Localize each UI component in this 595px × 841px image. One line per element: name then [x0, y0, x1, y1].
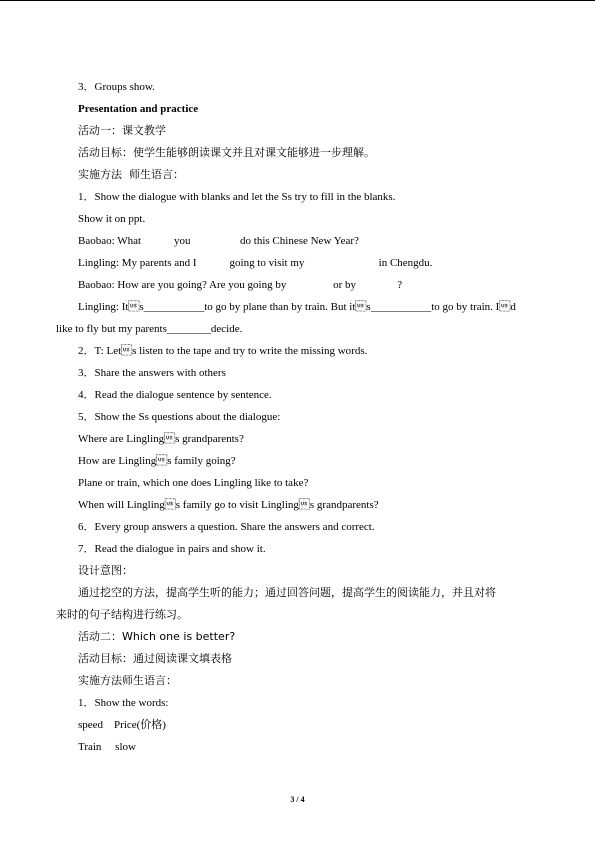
step-group-answers: 6．Every group answers a question. Share the answers and correct. [78, 521, 375, 533]
activity-one-title: 活动一：课文教学 [78, 124, 166, 137]
question-2: How are Lingling s family going? [78, 455, 236, 467]
design-intent-text-cont: 来时的句子结构进行练习。 [56, 608, 188, 621]
step-groups-show: 3．Groups show. [78, 81, 155, 93]
step-show-questions: 5．Show the Ss questions about the dialogue: [78, 411, 281, 423]
activity-one-method: 实施方法 师生语言： [78, 168, 184, 181]
activity-two-title: 活动二：Which one is better? [78, 630, 236, 643]
dialogue-line-lingling-2: Lingling: It s___________to go by plane than by train. But it s___________to go by train. I d [78, 301, 516, 313]
dialogue-line-baobao-1: Baobao: What you do this Chinese New Year? [78, 235, 359, 247]
show-on-ppt: Show it on ppt. [78, 213, 146, 225]
step-show-words: 1．Show the words: [78, 697, 169, 709]
step-listen-tape: 2．T: Let s listen to the tape and try to write the missing words. [78, 345, 368, 357]
dialogue-line-lingling-2-cont: like to fly but my parents________decide. [56, 323, 243, 335]
dialogue-line-baobao-2: Baobao: How are you going? Are you going by or by ? [78, 279, 403, 291]
step-read-in-pairs: 7．Read the dialogue in pairs and show it. [78, 543, 266, 555]
section-heading-presentation: Presentation and practice [78, 103, 199, 115]
question-1: Where are Lingling s grandparents? [78, 433, 244, 445]
step-share-answers: 3．Share the answers with others [78, 367, 226, 379]
dialogue-line-lingling-1: Lingling: My parents and I going to visit my in Chengdu. [78, 257, 433, 269]
question-4: When will Lingling s family go to visit Lingling s grandparents? [78, 499, 379, 511]
page-number: 3 / 4 [290, 795, 305, 804]
step-show-dialogue: 1．Show the dialogue with blanks and let the Ss try to fill in the blanks. [78, 191, 396, 203]
question-3: Plane or train, which one does Lingling like to take? [78, 477, 309, 489]
step-read-dialogue: 4．Read the dialogue sentence by sentence. [78, 389, 272, 401]
words-train-row: Train slow [78, 741, 136, 753]
page-top-rule [0, 0, 595, 1]
design-intent-label: 设计意图： [78, 564, 133, 577]
words-header-row: speed Price(价格) [78, 719, 166, 731]
activity-two-method: 实施方法师生语言： [78, 674, 177, 687]
activity-two-goal: 活动目标：通过阅读课文填表格 [78, 652, 232, 665]
activity-one-goal: 活动目标：使学生能够朗读课文并且对课文能够进一步理解。 [78, 146, 375, 159]
design-intent-text: 通过挖空的方法，提高学生听的能力；通过回答问题，提高学生的阅读能力，并且对将 [78, 586, 496, 599]
